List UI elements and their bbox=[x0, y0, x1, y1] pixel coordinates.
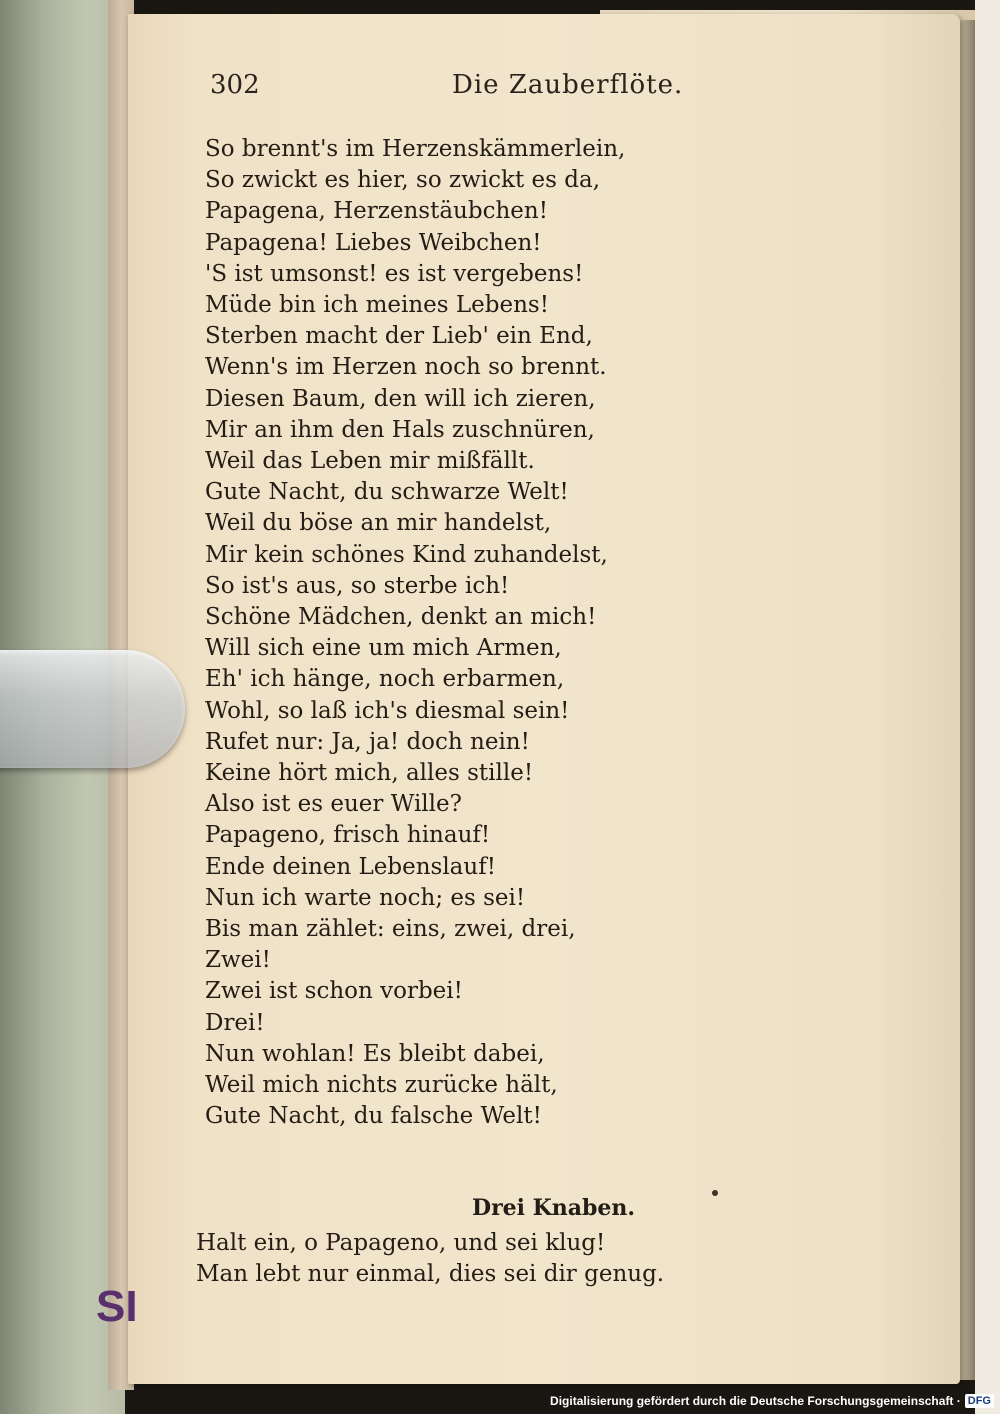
digitization-footer bbox=[550, 1394, 994, 1408]
verse-line: Eh' ich hänge, noch erbarmen, bbox=[205, 666, 565, 693]
verse-line: Weil das Leben mir mißfällt. bbox=[205, 448, 535, 475]
verse-line: Weil du böse an mir handelst, bbox=[205, 510, 552, 537]
verse-line: Keine hört mich, alles stille! bbox=[205, 760, 534, 787]
verse-line: Ende deinen Lebenslauf! bbox=[205, 853, 496, 880]
verse-line: Müde bin ich meines Lebens! bbox=[205, 292, 549, 319]
scan-margin-right bbox=[975, 0, 1000, 1414]
verse-line: Nun wohlan! Es bleibt dabei, bbox=[205, 1040, 545, 1067]
verse-line: Mir an ihm den Hals zuschnüren, bbox=[205, 416, 595, 443]
page-clip bbox=[0, 650, 185, 768]
verse-line: So brennt's im Herzenskämmerlein, bbox=[205, 136, 626, 162]
verse-line: Papagena! Liebes Weibchen! bbox=[205, 229, 542, 256]
verse-line: Zwei ist schon vorbei! bbox=[205, 978, 463, 1005]
verse-line: Weil mich nichts zurücke hält, bbox=[205, 1072, 558, 1099]
verse-line: Gute Nacht, du falsche Welt! bbox=[205, 1103, 542, 1130]
speaker-heading: Drei Knaben. bbox=[472, 1195, 636, 1221]
verse-line: Will sich eine um mich Armen, bbox=[205, 635, 562, 662]
dfg-logo: DFG bbox=[965, 1394, 994, 1408]
verse-block-2 bbox=[196, 1228, 756, 1290]
verse-line: Diesen Baum, den will ich zieren, bbox=[205, 385, 596, 412]
verse-line: Wohl, so laß ich's diesmal sein! bbox=[205, 697, 570, 724]
page-number: 302 bbox=[210, 70, 260, 100]
verse-line: Mir kein schönes Kind zuhandelst, bbox=[205, 541, 608, 568]
verse-block bbox=[205, 134, 765, 1133]
verse-line: So ist's aus, so sterbe ich! bbox=[205, 572, 510, 599]
footer-credit: Digitalisierung gefördert durch die Deutsche Forschungsgemeinschaft · bbox=[550, 1394, 961, 1408]
running-title: Die Zauberflöte. bbox=[452, 70, 684, 100]
library-stamp: SI bbox=[96, 1282, 138, 1331]
verse-line: Rufet nur: Ja, ja! doch nein! bbox=[205, 728, 530, 755]
verse-line: 'S ist umsonst! es ist vergebens! bbox=[205, 260, 584, 287]
verse-line: So zwickt es hier, so zwickt es da, bbox=[205, 167, 601, 194]
verse-line: Wenn's im Herzen noch so brennt. bbox=[205, 354, 607, 381]
verse-line: Also ist es euer Wille? bbox=[205, 791, 462, 818]
verse-line: Halt ein, o Papageno, und sei klug! bbox=[196, 1230, 606, 1256]
verse-line: Man lebt nur einmal, dies sei dir genug. bbox=[196, 1261, 665, 1288]
verse-line: Zwei! bbox=[205, 947, 271, 974]
verse-line: Schöne Mädchen, denkt an mich! bbox=[205, 604, 597, 631]
verse-line: Bis man zählet: eins, zwei, drei, bbox=[205, 916, 576, 943]
verse-line: Nun ich warte noch; es sei! bbox=[205, 884, 526, 911]
ornament-dot bbox=[712, 1190, 718, 1196]
verse-line: Sterben macht der Lieb' ein End, bbox=[205, 323, 593, 350]
verse-line: Drei! bbox=[205, 1009, 265, 1036]
verse-line: Papagena, Herzenstäubchen! bbox=[205, 198, 548, 225]
verse-line: Gute Nacht, du schwarze Welt! bbox=[205, 479, 569, 506]
verse-line: Papageno, frisch hinauf! bbox=[205, 822, 491, 849]
